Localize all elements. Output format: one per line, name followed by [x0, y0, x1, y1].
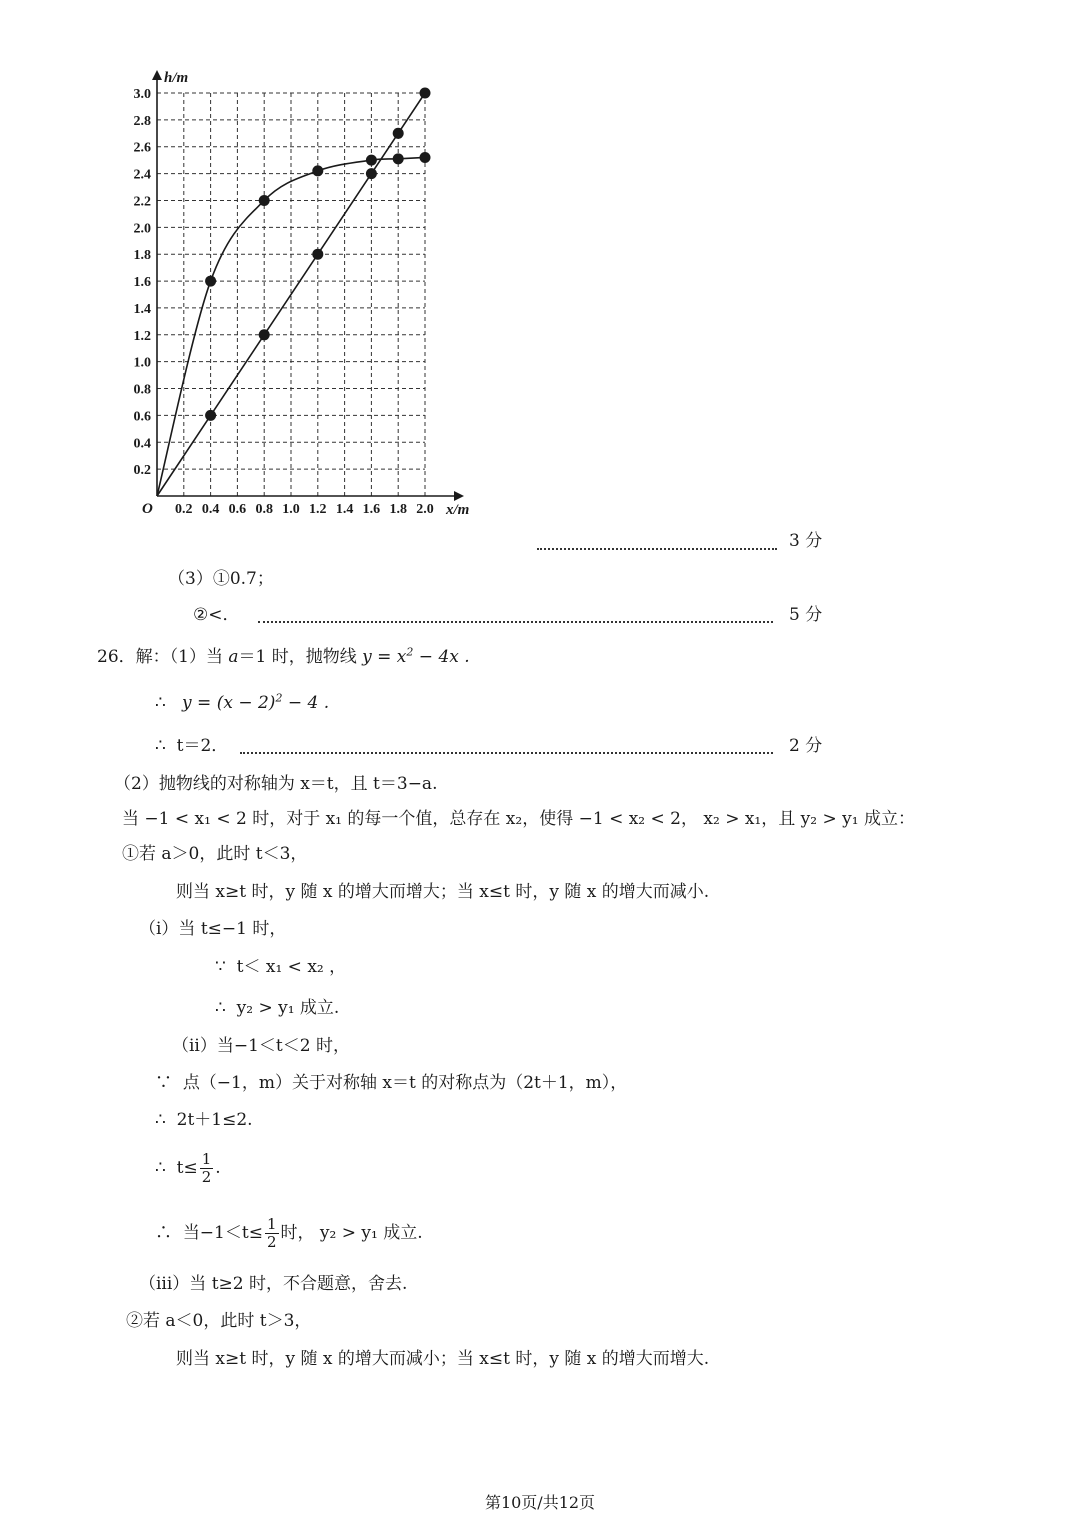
score-5: 5 分: [789, 605, 823, 625]
sub-i-heading: （i）当 t≤−1 时，: [139, 919, 287, 939]
y-tick-label-9: 2.0: [133, 221, 151, 237]
dot-leader-score-3: [537, 546, 777, 550]
x-tick-label-4: 1.0: [282, 502, 300, 517]
page-footer: 第10页/共12页: [484, 1493, 596, 1512]
y-tick-label-6: 1.4: [133, 301, 151, 317]
y-tick-label-0: 0.2: [133, 463, 151, 479]
y-tick-label-3: 0.8: [133, 382, 151, 398]
case1-description: 则当 x≥t 时，y 随 x 的增大而增大；当 x≤t 时，y 随 x 的增大而减小.: [176, 882, 710, 902]
origin-label: O: [142, 501, 153, 517]
score-2: 2 分: [789, 736, 823, 756]
chart-axes: [152, 70, 464, 501]
y-tick-label-14: 3.0: [133, 87, 151, 102]
series-line-point-5: [393, 128, 404, 139]
y-tick-label-13: 2.8: [133, 113, 151, 129]
case2-heading: ②若 a＜0，此时 t＞3，: [126, 1311, 312, 1331]
series-line-point-3: [312, 249, 323, 260]
y-tick-label-12: 2.6: [133, 140, 151, 156]
sub-i-line-2: ∴ y₂ > y₁ 成立.: [215, 998, 340, 1018]
fraction-one-half-2: $\frac{1}{2}$: [266, 1215, 277, 1251]
y-tick-label-7: 1.6: [133, 275, 151, 291]
series-curve-point-2: [259, 195, 270, 206]
dot-leader-score-2: [240, 750, 773, 754]
series-line-path: [157, 93, 425, 496]
distance-height-chart: [100, 60, 490, 530]
x-tick-label-8: 1.8: [389, 502, 407, 517]
y-tick-label-8: 1.8: [133, 248, 151, 264]
q25-3-answer-1: （3）①0.7；: [168, 569, 274, 589]
series-curve-point-6: [420, 152, 431, 163]
x-tick-label-6: 1.4: [335, 502, 354, 517]
series-line-point-6: [420, 88, 431, 99]
sub-ii-line-3: ∴ t≤ $\frac{1}{2}$ .: [155, 1150, 221, 1186]
y-tick-label-4: 1.0: [133, 355, 151, 371]
y-tick-label-1: 0.4: [133, 436, 151, 452]
q25-3-answer-2: ②<．: [193, 605, 240, 625]
equation-parabola: $y = x^2 - 4x$ .: [362, 645, 470, 667]
y-axis-arrow: [152, 70, 162, 80]
tick-labels: [134, 87, 434, 517]
q26-part1-line: 26．解：（1）当 a＝1 时，抛物线 $y = x^2 - 4x$ .: [97, 645, 470, 667]
x-axis-label: x/m: [446, 502, 470, 518]
q26-part2-condition: 当 −1 < x₁ < 2 时，对于 x₁ 的每一个值，总存在 x₂，使得 −1 < x₂ < 2， x₂ > x₁，且 y₂ > y₁ 成立：: [122, 809, 915, 829]
score-3: 3 分: [789, 531, 823, 551]
q26-part2-title: （2）抛物线的对称轴为 x＝t，且 t＝3−a.: [114, 774, 438, 794]
series-line-point-2: [259, 329, 270, 340]
series-curve-point-1: [205, 276, 216, 287]
dot-leader-score-5: [258, 619, 773, 623]
sub-ii-line-1: ∵ 点（−1，m）关于对称轴 x＝t 的对称点为（2t＋1，m），: [155, 1073, 628, 1093]
x-tick-label-7: 1.6: [362, 502, 381, 517]
fraction-one-half: $\frac{1}{2}$: [201, 1150, 212, 1186]
y-tick-label-10: 2.2: [133, 194, 151, 210]
series-curve-point-5: [393, 153, 404, 164]
x-tick-label-9: 2.0: [416, 502, 434, 517]
case1-heading: ①若 a＞0，此时 t＜3，: [122, 844, 308, 864]
series-line-point-4: [366, 168, 377, 179]
x-axis-arrow: [454, 491, 464, 501]
x-tick-label-2: 0.6: [228, 502, 247, 517]
x-tick-label-5: 1.2: [309, 502, 327, 517]
y-tick-label-2: 0.6: [133, 409, 151, 425]
chart-series: [157, 88, 431, 497]
series-curve-point-4: [366, 155, 377, 166]
y-axis-label: h/m: [164, 70, 189, 86]
y-tick-label-5: 1.2: [133, 328, 151, 344]
case2-description: 则当 x≥t 时，y 随 x 的增大而减小；当 x≤t 时，y 随 x 的增大而增大.: [176, 1349, 710, 1369]
series-curve-point-3: [312, 165, 323, 176]
x-tick-label-0: 0.2: [175, 502, 193, 517]
x-tick-label-3: 0.8: [255, 502, 273, 517]
y-tick-label-11: 2.4: [133, 167, 151, 183]
sub-ii-line-2: ∴ 2t＋1≤2.: [155, 1110, 253, 1130]
sub-ii-heading: （ii）当−1＜t＜2 时，: [172, 1036, 350, 1056]
q26-vertex-form-line: ∴ $y = (x - 2)^2 - 4$ .: [155, 691, 330, 713]
sub-i-line-1: ∵ t＜ x₁ < x₂ ，: [215, 957, 347, 977]
series-line-point-1: [205, 410, 216, 421]
x-tick-label-1: 0.4: [201, 502, 220, 517]
sub-iii-line: （iii）当 t≥2 时，不合题意，舍去.: [139, 1274, 408, 1294]
q26-t-value-line: ∴ t＝2．: [155, 736, 229, 756]
sub-ii-line-4: ∴ 当−1＜t≤ $\frac{1}{2}$ 时， y₂ > y₁ 成立.: [155, 1215, 423, 1251]
